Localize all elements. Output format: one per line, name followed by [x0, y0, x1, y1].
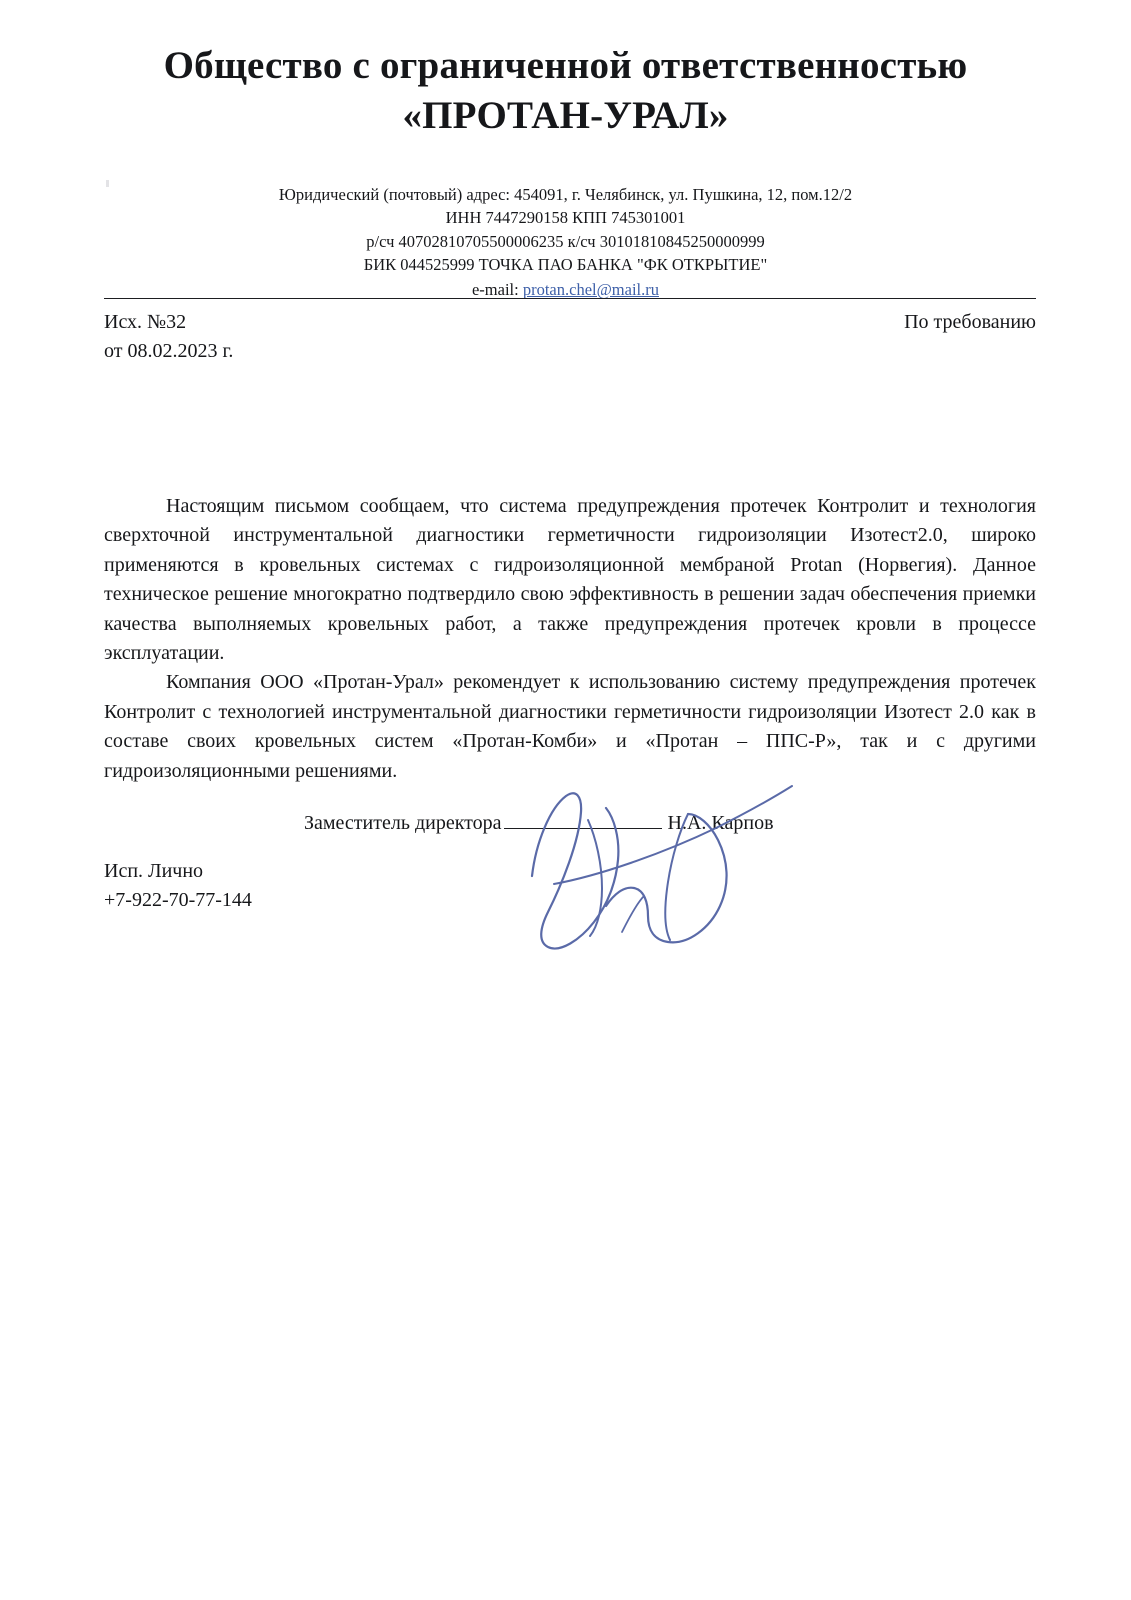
email-label: e-mail: [471, 279, 519, 299]
contact-phone: +7-922-70-77-144 [104, 889, 252, 911]
company-requisites [0, 183, 1131, 301]
addressee: По требованию [904, 311, 1036, 333]
bank-name: БИК 044525999 ТОЧКА ПАО БАНКА "ФК ОТКРЫТИЕ" [363, 255, 768, 275]
executor-label: Исп. Личнo [104, 860, 204, 882]
tax-identifiers: ИНН 7447290158 КПП 745301001 [445, 208, 686, 228]
company-name-line-1: Общество с ограниченной ответственностью [163, 44, 968, 87]
bank-accounts: р/сч 40702810705500006235 к/сч 30101810845250000999 [366, 231, 765, 251]
signatory-name: Н.А. Карпов [667, 812, 774, 834]
letterhead-divider [104, 298, 1036, 299]
handwritten-signature-icon [502, 756, 832, 956]
signature-row [304, 812, 774, 835]
letter-body [104, 492, 1036, 786]
email-link[interactable]: protan.chel@mail.ru [522, 279, 659, 299]
letterhead [0, 44, 1131, 137]
legal-address: Юридический (почтовый) адрес: 454091, г. Челябинск, ул. Пушкина, 12, пом.12/2 [278, 185, 853, 204]
outgoing-number: Исх. №32 [104, 311, 187, 333]
company-name-line-2: «ПРОТАН-УРАЛ» [402, 93, 729, 137]
body-paragraph-2: Компания ООО «Протан-Урал» рекомендует к использованию систему предупреждения протечек Контролит с технологией инструментальной диагностики герметичности гидроизоляции Изотест 2.0 как в составе своих кровельных систем «Протан-Комби» и «Протан – ППС-Р», так и с другими гидроизоляционными решениями. [104, 671, 1036, 782]
signatory-title: Заместитель директора [304, 812, 502, 834]
reference-block [104, 308, 1036, 366]
document-date: от 08.02.2023 г. [104, 340, 234, 362]
footer-contact-block [104, 857, 252, 915]
body-paragraph-1: Настоящим письмом сообщаем, что система предупреждения протечек Контролит и технология сверхточной инструментальной диагностики герметичности гидроизоляции Изотест2.0, широко применяются в кровельных системах с гидроизоляционной мембраной Protan (Норвегия). Данное техническое решение многократно подтвердило свою эффективность в решении задач обеспечения приемки качества выполняемых кровельных работ, а также предупреждения протечек кровли в процессе эксплуатации. [104, 495, 1036, 664]
signature-line [504, 814, 662, 829]
